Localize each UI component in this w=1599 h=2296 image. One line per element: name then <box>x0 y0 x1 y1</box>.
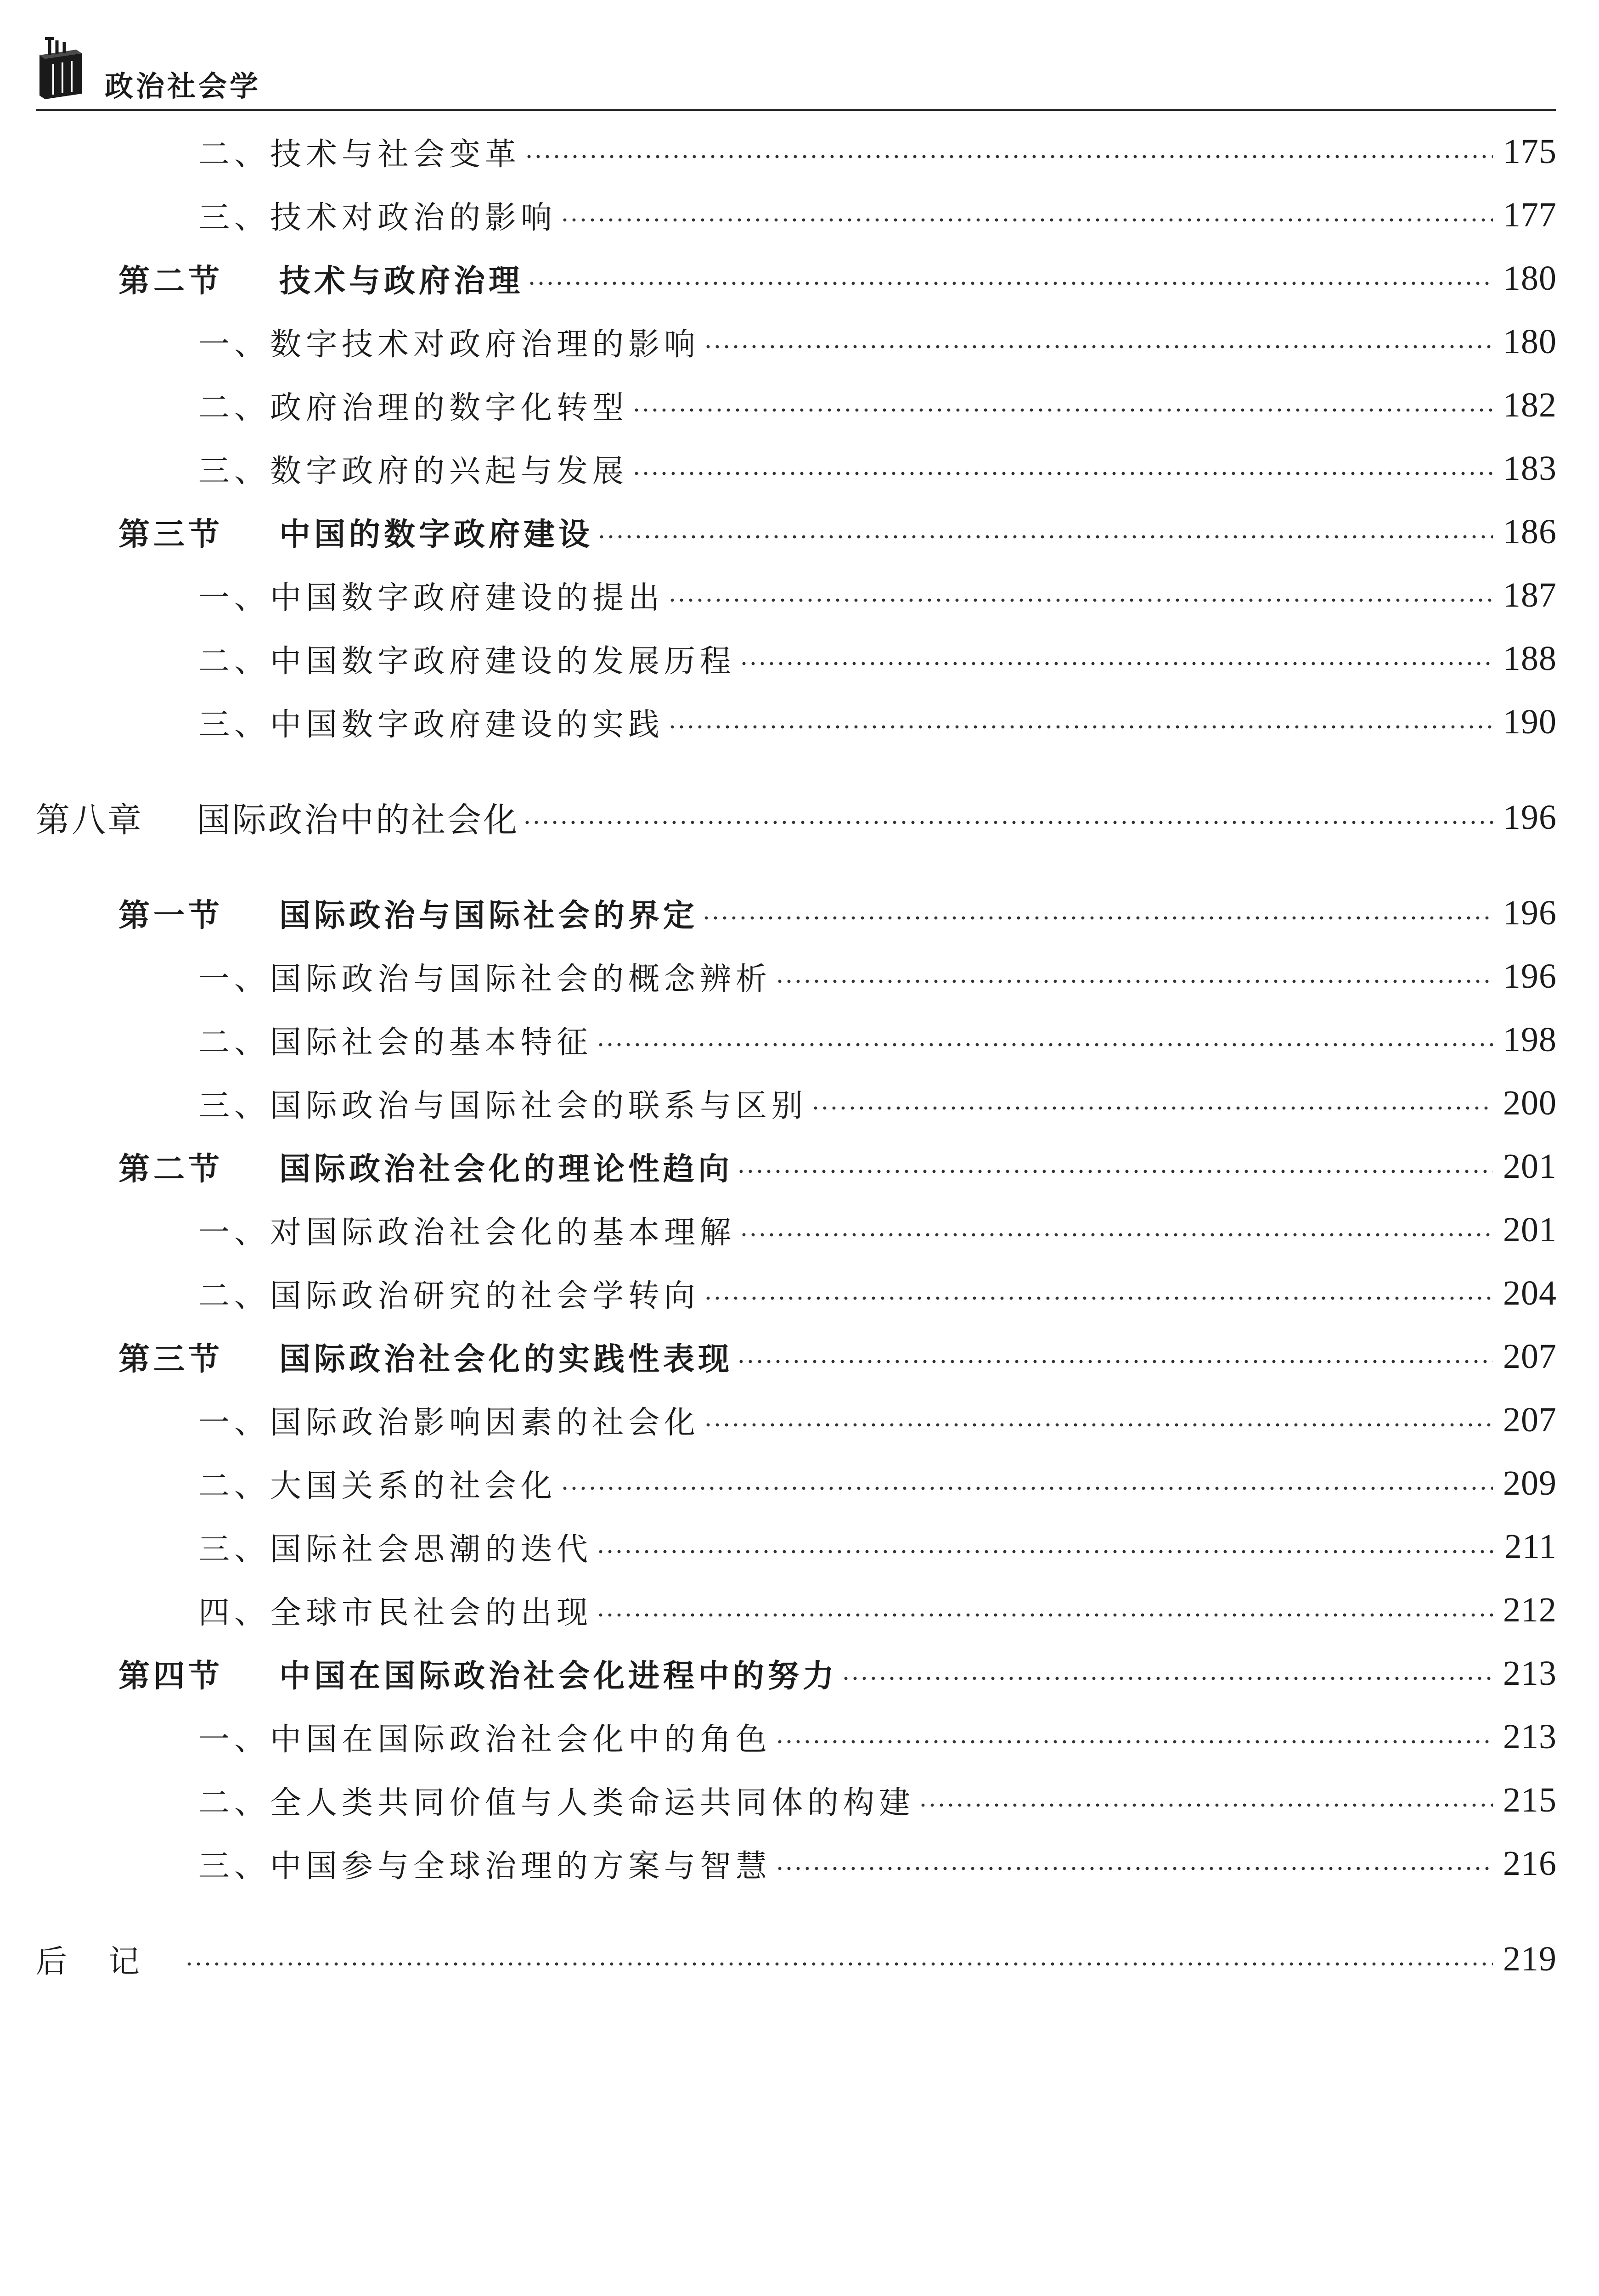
dot-leader <box>918 1803 1493 1807</box>
book-title: 政治社会学 <box>105 69 261 103</box>
dot-leader <box>524 155 1493 158</box>
toc-entry-label <box>198 1461 557 1506</box>
toc-entry-title: 对国际政治社会化的基本理解 <box>270 1214 736 1251</box>
toc-entry-page: 198 <box>1503 1020 1557 1059</box>
toc-entry-item[interactable] <box>198 1017 1557 1063</box>
toc-entry-title: 中国参与全球治理的方案与智慧 <box>270 1848 772 1885</box>
toc-entry-title: 国际社会的基本特征 <box>270 1024 593 1061</box>
toc-entry-item[interactable] <box>198 636 1557 681</box>
toc-entry-title: 全球市民社会的出现 <box>270 1594 593 1631</box>
dot-leader <box>739 662 1493 665</box>
toc-entry-item[interactable] <box>198 192 1557 238</box>
toc-entry-chapter[interactable] <box>36 794 1557 840</box>
toc-entry-page: 201 <box>1503 1210 1557 1249</box>
toc-entry-number: 二、 <box>198 1468 270 1504</box>
toc-entry-label <box>198 383 628 428</box>
toc-entry-item[interactable] <box>198 445 1557 491</box>
toc-entry-number: 三、 <box>198 1531 270 1568</box>
toc-entry-section[interactable] <box>118 1334 1557 1379</box>
toc-entry-section[interactable] <box>118 255 1557 301</box>
toc-entry-label <box>198 320 700 364</box>
toc-entry-number: 第三节 <box>118 1340 224 1378</box>
toc-entry-label <box>118 891 698 935</box>
toc-entry-label <box>36 793 519 842</box>
toc-entry-item[interactable] <box>198 1524 1557 1570</box>
toc-entry-item[interactable] <box>198 319 1557 365</box>
dot-leader <box>737 1360 1493 1363</box>
toc-entry-number: 二、 <box>198 389 270 426</box>
dot-leader <box>775 1867 1493 1870</box>
dot-leader <box>597 535 1493 539</box>
toc-entry-page: 213 <box>1503 1717 1557 1756</box>
toc-entry-title: 中国数字政府建设的发展历程 <box>270 643 736 680</box>
toc-entry-label <box>118 1651 838 1696</box>
header-rule <box>36 109 1556 111</box>
toc-entry-page: 209 <box>1503 1463 1557 1503</box>
toc-entry-number: 三、 <box>198 199 270 236</box>
toc-entry-title: 国际政治研究的社会学转向 <box>270 1277 700 1314</box>
toc-entry-number: 二、 <box>198 1024 270 1061</box>
toc-entry-page: 207 <box>1503 1337 1557 1376</box>
toc-entry-item[interactable] <box>198 1270 1557 1316</box>
toc-entry-label <box>118 256 524 301</box>
toc-entry-page: 196 <box>1503 957 1557 996</box>
toc-entry-number: 三、 <box>198 1087 270 1124</box>
dot-leader <box>739 1233 1493 1237</box>
dot-leader <box>523 821 1493 824</box>
toc-entry-section[interactable] <box>118 1143 1557 1189</box>
toc-entry-page: 211 <box>1504 1527 1557 1566</box>
toc-entry-item[interactable] <box>198 1460 1557 1506</box>
toc-entry-page: 212 <box>1503 1590 1557 1629</box>
dot-leader <box>596 1043 1493 1047</box>
toc-entry-number: 二、 <box>198 643 270 680</box>
toc-entry-title: 中国数字政府建设的实践 <box>270 706 664 743</box>
dot-leader <box>560 1486 1493 1490</box>
toc-entry-label <box>198 446 628 491</box>
toc-entry-number: 四、 <box>198 1594 270 1631</box>
dot-leader <box>596 1550 1494 1553</box>
toc-entry-page: 183 <box>1503 449 1557 488</box>
toc-entry-label <box>198 1588 592 1632</box>
toc-entry-page: 196 <box>1503 798 1557 837</box>
toc-entry-page: 177 <box>1503 195 1557 234</box>
toc-entry-number: 三、 <box>198 706 270 743</box>
toc-entry-title: 中国的数字政府建设 <box>279 516 594 553</box>
toc-entry-item[interactable] <box>198 1777 1557 1823</box>
dot-leader <box>632 408 1493 412</box>
toc-entry-label <box>198 1715 771 1759</box>
dot-leader <box>668 598 1493 602</box>
toc-entry-item[interactable] <box>198 1714 1557 1760</box>
toc-entry-title: 国际政治与国际社会的概念辨析 <box>270 961 772 997</box>
toc-entry-title: 国际政治影响因素的社会化 <box>270 1404 700 1441</box>
toc-entry-page: 201 <box>1503 1147 1557 1186</box>
dot-leader <box>841 1677 1493 1680</box>
toc-entry-title: 国际社会思潮的迭代 <box>270 1531 593 1568</box>
toc-entry-number: 一、 <box>198 1721 270 1758</box>
toc-entry-number: 第一节 <box>118 897 224 934</box>
toc-entry-title: 技术与社会变革 <box>270 136 521 173</box>
toc-entry-number: 一、 <box>198 1214 270 1251</box>
dot-leader <box>185 1962 1493 1966</box>
toc-entry-number: 二、 <box>198 136 270 173</box>
toc-entry-page: 219 <box>1503 1939 1557 1978</box>
toc-entry-title: 国际政治社会化的理论性趋向 <box>279 1150 733 1187</box>
toc-entry-number: 一、 <box>198 580 270 616</box>
toc-entry-label <box>198 1081 807 1125</box>
toc-entry-page: 180 <box>1503 259 1557 298</box>
dot-leader <box>596 1613 1493 1617</box>
toc-entry-title: 数字技术对政府治理的影响 <box>270 326 700 363</box>
toc-entry-title: 数字政府的兴起与发展 <box>270 453 629 490</box>
dot-leader <box>527 281 1493 285</box>
toc-entry-number: 第二节 <box>118 1150 224 1187</box>
toc-entry-item[interactable] <box>198 1587 1557 1633</box>
toc-entry-number: 一、 <box>198 961 270 997</box>
toc-entry-page: 200 <box>1503 1083 1557 1122</box>
toc-entry-page: 213 <box>1503 1654 1557 1693</box>
toc-entry-label <box>198 1841 771 1886</box>
toc-entry-number: 一、 <box>198 1404 270 1441</box>
toc-entry-title: 国际政治与国际社会的联系与区别 <box>270 1087 808 1124</box>
toc-entry-number: 一、 <box>198 326 270 363</box>
toc-entry-item[interactable] <box>198 953 1557 999</box>
toc-entry-item[interactable] <box>198 1397 1557 1443</box>
toc-entry-page: 196 <box>1503 893 1557 932</box>
toc-entry-postscript[interactable] <box>36 1936 1557 1982</box>
toc-entry-title: 国际政治中的社会化 <box>197 800 519 840</box>
dot-leader <box>737 1170 1493 1173</box>
dot-leader <box>560 218 1493 222</box>
toc-entry-title: 国际政治社会化的实践性表现 <box>279 1340 733 1378</box>
toc-entry-number: 三、 <box>198 453 270 490</box>
dot-leader <box>702 916 1493 920</box>
toc-entry-page: 186 <box>1503 512 1557 551</box>
toc-entry-label <box>36 1937 181 1981</box>
toc-entry-number: 二、 <box>198 1277 270 1314</box>
dot-leader <box>632 472 1493 475</box>
toc-entry-label <box>198 129 521 174</box>
toc-entry-item[interactable] <box>198 572 1557 618</box>
toc-entry-item[interactable] <box>198 1207 1557 1253</box>
toc-entry-title: 中国在国际政治社会化进程中的努力 <box>279 1657 838 1694</box>
toc-entry-section[interactable] <box>118 1650 1557 1696</box>
toc-entry-title: 国际政治与国际社会的界定 <box>279 897 698 934</box>
toc-entry-section[interactable] <box>118 890 1557 936</box>
toc-entry-item[interactable] <box>198 1080 1557 1126</box>
toc-entry-label <box>118 510 593 554</box>
toc-entry-label <box>118 1334 733 1379</box>
toc-entry-item[interactable] <box>198 382 1557 428</box>
toc-entry-label <box>198 573 664 618</box>
toc-entry-page: 207 <box>1503 1400 1557 1439</box>
toc-entry-label <box>198 1018 592 1062</box>
running-header <box>36 37 1556 111</box>
toc-entry-title: 大国关系的社会化 <box>270 1468 557 1504</box>
toc-entry-item[interactable] <box>198 699 1557 745</box>
toc-entry-title: 中国数字政府建设的提出 <box>270 580 664 616</box>
toc-entry-label <box>198 193 557 237</box>
dot-leader <box>668 725 1493 729</box>
toc-entry-number: 第八章 <box>36 800 143 840</box>
toc-entry-number: 三、 <box>198 1848 270 1885</box>
toc-entry-page: 182 <box>1503 385 1557 424</box>
toc-entry-page: 215 <box>1503 1780 1557 1819</box>
toc-entry-label <box>198 1271 700 1316</box>
toc-entry-page: 187 <box>1503 575 1557 614</box>
dot-leader <box>775 1740 1493 1744</box>
toc-entry-title: 全人类共同价值与人类命运共同体的构建 <box>270 1784 915 1821</box>
dot-leader <box>704 1296 1493 1300</box>
toc-entry-page: 180 <box>1503 322 1557 361</box>
toc-entry-label <box>118 1144 733 1189</box>
toc-entry-title: 技术对政治的影响 <box>270 199 557 236</box>
toc-entry-page: 175 <box>1503 132 1557 171</box>
toc-entry-page: 190 <box>1503 702 1557 741</box>
toc-entry-title: 中国在国际政治社会化中的角色 <box>270 1721 772 1758</box>
toc-entry-title: 政府治理的数字化转型 <box>270 389 629 426</box>
toc-entry-number: 第二节 <box>118 262 224 299</box>
toc-entry-label <box>198 1398 700 1442</box>
toc-entry-title: 技术与政府治理 <box>279 262 524 299</box>
toc-entry-page: 204 <box>1503 1273 1557 1312</box>
toc-entry-label <box>198 954 771 999</box>
toc-entry-section[interactable] <box>118 509 1557 555</box>
toc-entry-item[interactable] <box>198 129 1557 174</box>
toc-entry-page: 188 <box>1503 639 1557 678</box>
toc-entry-item[interactable] <box>198 1840 1557 1886</box>
toc-entry-label <box>198 636 736 681</box>
toc-entry-label <box>198 1525 592 1569</box>
toc-entry-label <box>198 700 664 744</box>
book-icon <box>36 37 86 101</box>
toc-entry-label <box>198 1208 736 1252</box>
dot-leader <box>704 345 1493 349</box>
toc-entry-number: 第四节 <box>118 1657 224 1694</box>
dot-leader <box>811 1106 1493 1110</box>
dot-leader <box>775 979 1493 983</box>
toc-entry-number: 后记 <box>36 1943 181 1980</box>
toc-entry-page: 216 <box>1503 1844 1557 1883</box>
toc-entry-label <box>198 1778 915 1823</box>
dot-leader <box>704 1423 1493 1427</box>
toc-entry-number: 二、 <box>198 1784 270 1821</box>
toc-entry-number: 第三节 <box>118 516 224 553</box>
